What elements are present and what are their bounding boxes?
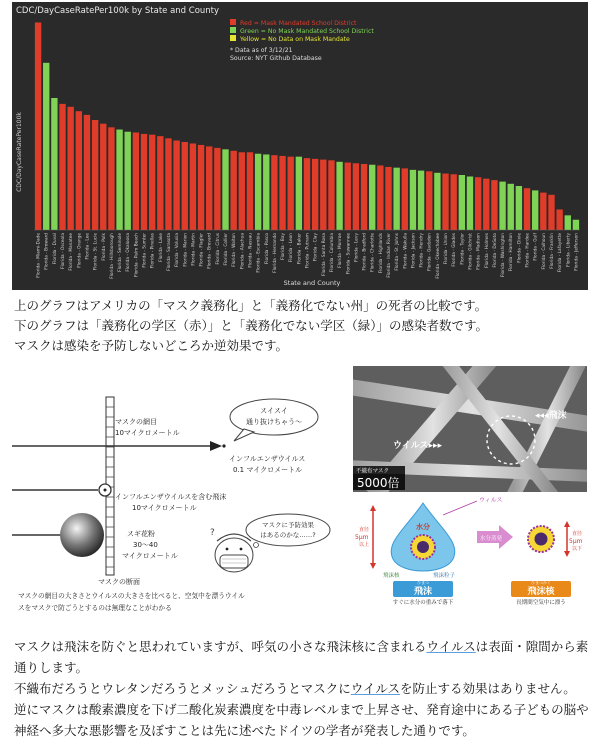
nucleus-desc: 長期間空気中に漂う bbox=[516, 600, 566, 605]
x-tick-label-6: Florida - Lee bbox=[85, 233, 91, 260]
x-tick-label-51: Florida - Glades bbox=[452, 233, 458, 267]
paragraph-materials-a: 不織布だろうとウレタンだろうとメッシュだろうとマスクに bbox=[14, 681, 351, 696]
bar-3 bbox=[59, 104, 65, 230]
bar-6 bbox=[84, 115, 90, 230]
x-tick-label-36: Florida - Columbia bbox=[329, 233, 335, 273]
bar-26 bbox=[247, 152, 253, 230]
thought-text-1: マスクに予防効果 bbox=[262, 521, 314, 529]
x-tick-labels bbox=[36, 232, 580, 279]
bar-22 bbox=[214, 148, 220, 230]
x-tick-label-44: Florida - St. Johns bbox=[395, 233, 401, 271]
paragraph-line-2: 下のグラフは「義務化の学区（赤）」と「義務化でない学区（緑）」の感染者数です。 bbox=[14, 318, 489, 333]
bar-35 bbox=[320, 160, 326, 230]
x-tick-label-0: Florida - Miami-Dade bbox=[36, 233, 42, 278]
x-tick-label-62: Florida - Calhoun bbox=[541, 233, 547, 270]
thought-bubble bbox=[246, 514, 330, 546]
virus-link[interactable]: ウイルス bbox=[426, 639, 476, 654]
x-tick-label-61: Florida - Gulf bbox=[533, 233, 539, 261]
mesh-label-2: 10マイクロメートル bbox=[115, 429, 180, 437]
bar-54 bbox=[475, 177, 481, 230]
size-right-3: 以下 bbox=[572, 546, 583, 552]
x-tick-label-54: Florida - Madison bbox=[476, 233, 482, 270]
x-tick-label-50: Florida - Union bbox=[444, 233, 450, 265]
bar-33 bbox=[304, 158, 310, 230]
hisha-label: 飛沫 bbox=[413, 587, 433, 597]
x-tick-label-32: Florida - Baker bbox=[297, 233, 303, 265]
x-tick-label-26: Florida - Nassau bbox=[248, 233, 254, 268]
x-tick-label-52: Florida - Taylor bbox=[460, 233, 466, 265]
legend-swatch-red bbox=[230, 19, 236, 25]
bar-9 bbox=[108, 127, 114, 230]
nucleus-ruby: ひまつかく bbox=[531, 580, 551, 585]
bar-36 bbox=[328, 160, 334, 230]
x-tick-label-2: Florida - Duval bbox=[52, 233, 58, 265]
x-tick-label-16: Florida - Sarasota bbox=[166, 233, 172, 271]
bar-55 bbox=[483, 179, 489, 230]
y-axis-label: CDC/DayCaseRatePer100k bbox=[16, 112, 23, 192]
bar-52 bbox=[459, 175, 465, 230]
bar-53 bbox=[467, 176, 473, 230]
bar-40 bbox=[361, 164, 367, 230]
x-tick-label-58: Florida - Hamilton bbox=[509, 233, 515, 272]
bar-19 bbox=[190, 143, 196, 230]
bar-0 bbox=[35, 22, 41, 230]
x-tick-label-31: Florida - Leon bbox=[289, 233, 295, 263]
x-tick-label-43: Florida - Indian River bbox=[386, 233, 392, 278]
x-tick-label-40: Florida - Bradford bbox=[362, 233, 368, 271]
x-tick-label-66: Florida - Jefferson bbox=[574, 233, 580, 271]
bar-31 bbox=[288, 157, 294, 230]
bar-group bbox=[34, 22, 580, 230]
virus-link-2[interactable]: ウイルス bbox=[350, 681, 401, 696]
hisha-ruby: ひまつ bbox=[417, 580, 429, 585]
sem-fibers bbox=[353, 366, 587, 492]
x-tick-label-35: Florida - Santa Rosa bbox=[321, 233, 327, 276]
bar-21 bbox=[206, 146, 212, 230]
bar-62 bbox=[540, 193, 546, 230]
paragraph-materials-b: を防止する効果はありません。 bbox=[400, 681, 576, 696]
bar-46 bbox=[410, 170, 416, 230]
bar-1 bbox=[43, 63, 49, 230]
speech-bubble-tail bbox=[234, 429, 254, 441]
flu-label-2: 0.1 マイクロメートル bbox=[233, 466, 303, 474]
bar-45 bbox=[402, 168, 408, 230]
evaporate-label: 水分蒸発 bbox=[479, 536, 503, 542]
x-tick-label-1: Florida - Broward bbox=[44, 233, 50, 270]
bar-60 bbox=[524, 188, 530, 230]
droplet-label-2: 10マイクロメートル bbox=[132, 504, 197, 512]
x-tick-label-57: Florida - Washington bbox=[501, 233, 507, 278]
virus-label: ウィルス bbox=[479, 497, 503, 504]
bar-56 bbox=[491, 180, 497, 230]
bar-43 bbox=[385, 167, 391, 230]
bar-23 bbox=[222, 149, 228, 230]
size-left-3: 以上 bbox=[359, 542, 370, 548]
x-tick-label-14: Florida - Pinellas bbox=[150, 233, 156, 269]
bar-47 bbox=[418, 171, 424, 230]
diagram-caption-2: スをマスクで防ごうとするのは無理なことがわかる bbox=[18, 604, 172, 612]
size-left-1: 直径 bbox=[359, 527, 370, 533]
x-tick-label-20: Florida - Flagler bbox=[199, 233, 205, 267]
x-tick-label-21: Florida - Brevard bbox=[207, 233, 213, 269]
x-tick-label-7: Florida - St. Lucie bbox=[93, 233, 99, 271]
sem-droplet-label: ◂◂◂飛沫 bbox=[535, 411, 567, 421]
sem-mask-label: 不織布マスク bbox=[356, 468, 390, 475]
bar-17 bbox=[173, 141, 179, 230]
pollen-label-2: 30〜40 bbox=[133, 541, 158, 549]
x-tick-label-24: Florida - Walton bbox=[232, 233, 238, 267]
x-axis-label: State and County bbox=[283, 279, 341, 287]
paragraph-oxygen: 逆にマスクは酸素濃度を下げ二酸化炭素濃度を中毒レベルまで上昇させ、発育途中にある子どもの脳や神経へ多大な悪影響を及ぼすことは先に述べたドイツの学者が発表した通りです。 bbox=[14, 702, 589, 738]
bar-44 bbox=[393, 168, 399, 230]
x-tick-label-65: Florida - Liberty bbox=[566, 233, 572, 267]
flu-virus-dot bbox=[222, 444, 225, 447]
x-tick-label-47: Florida - Hendry bbox=[419, 233, 425, 268]
legend-entry-red: Red = Mask Mandated School District bbox=[240, 20, 357, 27]
paragraph-droplets-b: は表面・隙間から素通りします。 bbox=[14, 639, 589, 675]
mesh-label-1: マスクの網目 bbox=[115, 418, 157, 426]
x-tick-label-56: Florida - DeSoto bbox=[492, 233, 498, 268]
paragraph-line-1: 上のグラフはアメリカの「マスク義務化」と「義務化でない州」の死者の比較です。 bbox=[14, 298, 488, 313]
bar-10 bbox=[116, 130, 122, 230]
paragraph-droplets-a: マスクは飛沫を防ぐと思われていますが、呼気の小さな飛沫核に含まれる bbox=[14, 639, 427, 654]
flu-label-1: インフルエンザウイルス bbox=[229, 455, 306, 463]
x-tick-label-17: Florida - Volusia bbox=[175, 233, 181, 268]
bar-28 bbox=[263, 154, 269, 230]
legend-note-date: * Data as of 3/12/21 bbox=[230, 47, 293, 54]
pollen-label-3: マイクロメートル bbox=[122, 552, 178, 560]
nucleus-label: 飛沫核 bbox=[383, 573, 400, 579]
sem-fiber-photo bbox=[353, 366, 587, 492]
bar-12 bbox=[133, 132, 139, 230]
left-nucleus-core bbox=[417, 541, 429, 553]
x-tick-label-30: Florida - Bay bbox=[281, 233, 287, 261]
legend-entry-green: Green = No Mask Mandated School District bbox=[240, 28, 374, 35]
paragraph-droplets bbox=[14, 636, 594, 678]
right-nucleus-core bbox=[535, 533, 548, 546]
x-tick-label-15: Florida - Lake bbox=[158, 233, 164, 262]
water-label: 水分 bbox=[416, 523, 430, 531]
x-tick-label-13: Florida - Sumter bbox=[142, 233, 148, 268]
x-tick-label-18: Florida - Marion bbox=[183, 233, 189, 267]
bar-20 bbox=[198, 145, 204, 230]
bar-42 bbox=[377, 165, 383, 230]
paragraph-line-3: マスクは感染を予防しないどころか逆効果です。 bbox=[14, 338, 289, 353]
bar-64 bbox=[556, 209, 562, 230]
speech-text-2: 通り抜けちゃう〜 bbox=[246, 418, 302, 426]
bar-32 bbox=[296, 157, 302, 230]
droplet-nucleus-diagram bbox=[353, 495, 587, 605]
legend-entry-yellow: Yellow = No Data on Mask Mandate bbox=[240, 36, 350, 43]
bar-58 bbox=[508, 184, 514, 230]
x-tick-label-27: Florida - Escambia bbox=[256, 233, 262, 273]
question-mark-icon: ? bbox=[210, 528, 215, 538]
x-tick-label-53: Florida - Gilchrist bbox=[468, 233, 474, 270]
x-tick-label-41: Florida - Charlotte bbox=[370, 233, 376, 272]
bar-41 bbox=[369, 165, 375, 230]
x-tick-label-49: Florida - Okeechobee bbox=[435, 233, 441, 279]
pollen-sphere bbox=[60, 513, 104, 557]
bar-66 bbox=[573, 220, 579, 230]
bar-59 bbox=[516, 186, 522, 230]
x-tick-label-38: Florida - Suwannee bbox=[346, 233, 352, 275]
bar-16 bbox=[165, 138, 171, 230]
x-tick-label-22: Florida - Citrus bbox=[215, 233, 221, 265]
x-tick-label-60: Florida - Hardee bbox=[525, 233, 531, 268]
speech-text-1: スイスイ bbox=[260, 407, 288, 415]
sem-virus-label: ウイルス▸▸▸ bbox=[393, 441, 443, 451]
x-tick-label-23: Florida - Collier bbox=[224, 233, 230, 266]
chart-legend bbox=[230, 19, 374, 62]
nucleus-badge-label: 飛沫核 bbox=[527, 587, 555, 597]
mask-mesh-diagram bbox=[12, 395, 342, 617]
bar-chart bbox=[12, 2, 588, 290]
pollen-label-1: スギ花粉 bbox=[127, 530, 155, 538]
x-tick-label-64: Florida - Lafayette bbox=[558, 233, 564, 273]
droplet-virus-dot bbox=[104, 489, 107, 492]
bar-38 bbox=[345, 163, 351, 230]
bar-24 bbox=[230, 151, 236, 230]
x-tick-label-59: Florida - Dixie bbox=[517, 233, 523, 263]
paragraph-materials bbox=[14, 678, 594, 699]
bar-25 bbox=[239, 152, 245, 230]
bar-4 bbox=[67, 107, 73, 230]
thought-text-2: はあるのかな……? bbox=[260, 531, 316, 539]
bar-50 bbox=[442, 174, 448, 230]
x-tick-label-34: Florida - Clay bbox=[313, 233, 319, 262]
x-tick-label-63: Florida - Franklin bbox=[549, 233, 555, 269]
x-tick-label-4: Florida - Manatee bbox=[69, 233, 75, 271]
x-tick-label-12: Florida - Palm Beach bbox=[134, 233, 140, 277]
bar-34 bbox=[312, 159, 318, 230]
bar-63 bbox=[548, 195, 554, 230]
x-tick-label-46: Florida - Jackson bbox=[411, 233, 417, 269]
thought-dot bbox=[254, 543, 259, 548]
x-tick-label-45: Florida - Wakulla bbox=[403, 233, 409, 269]
bar-5 bbox=[76, 111, 82, 230]
bar-18 bbox=[182, 142, 188, 230]
bar-2 bbox=[51, 98, 57, 230]
x-tick-label-5: Florida - Orange bbox=[77, 233, 83, 268]
size-right-1: 直径 bbox=[572, 531, 583, 537]
chart-title: CDC/DayCaseRatePer100k by State and County bbox=[16, 6, 220, 16]
bar-51 bbox=[451, 174, 457, 230]
flu-arrowhead bbox=[210, 441, 222, 451]
sem-magnification: 5000倍 bbox=[357, 476, 400, 490]
x-tick-label-29: Florida - Hernando bbox=[272, 233, 278, 273]
bar-57 bbox=[499, 182, 505, 230]
bar-chart-panel bbox=[12, 2, 588, 290]
hisha-desc: すぐに水分の重みで落下 bbox=[392, 600, 454, 605]
bar-29 bbox=[271, 155, 277, 230]
bar-65 bbox=[565, 215, 571, 230]
legend-note-source: Source: NYT Github Database bbox=[230, 55, 322, 62]
bar-11 bbox=[125, 132, 131, 230]
child-face-icon bbox=[215, 534, 253, 572]
size-right-2: 5μm bbox=[569, 538, 583, 545]
bar-39 bbox=[353, 163, 359, 230]
bar-13 bbox=[141, 134, 147, 230]
bar-49 bbox=[434, 173, 440, 230]
diagram-caption-1: マスクの網目の大きさとウイルスの大きさを比べると、空気中を漂うウイル bbox=[18, 592, 245, 600]
x-tick-label-42: Florida - Highlands bbox=[378, 233, 384, 274]
x-tick-label-28: Florida - Pasco bbox=[264, 233, 270, 265]
x-tick-label-3: Florida - Osceola bbox=[61, 233, 67, 269]
size-left-2: 5μm bbox=[355, 534, 369, 541]
bar-61 bbox=[532, 190, 538, 230]
bar-14 bbox=[149, 135, 155, 230]
bar-8 bbox=[100, 124, 106, 230]
x-tick-label-48: Florida - Gadsden bbox=[427, 233, 433, 271]
bar-48 bbox=[426, 171, 432, 230]
x-tick-label-8: Florida - Polk bbox=[101, 233, 107, 261]
x-tick-label-10: Florida - Seminole bbox=[118, 233, 124, 272]
x-tick-label-33: Florida - Putnam bbox=[305, 233, 311, 269]
droplet-label-1: インフルエンザウイルスを含む飛沫 bbox=[115, 493, 227, 501]
x-tick-label-25: Florida - Alachua bbox=[240, 233, 246, 270]
legend-swatch-yellow bbox=[230, 35, 236, 41]
bar-30 bbox=[279, 156, 285, 230]
x-tick-label-11: Florida - Okaloosa bbox=[126, 233, 132, 272]
section-label: マスクの断面 bbox=[98, 578, 140, 586]
bar-15 bbox=[157, 136, 163, 230]
x-tick-label-9: Florida - Hillsborough bbox=[109, 233, 115, 279]
x-tick-label-55: Florida - Holmes bbox=[484, 233, 490, 269]
particle-label: 飛沫粒子 bbox=[433, 573, 456, 579]
x-tick-label-19: Florida - Martin bbox=[191, 233, 197, 266]
bar-7 bbox=[92, 120, 98, 230]
x-tick-label-37: Florida - Monroe bbox=[338, 233, 344, 268]
bar-27 bbox=[255, 154, 261, 230]
legend-swatch-green bbox=[230, 27, 236, 33]
bar-37 bbox=[336, 162, 342, 230]
x-tick-label-39: Florida - Levy bbox=[354, 233, 360, 262]
